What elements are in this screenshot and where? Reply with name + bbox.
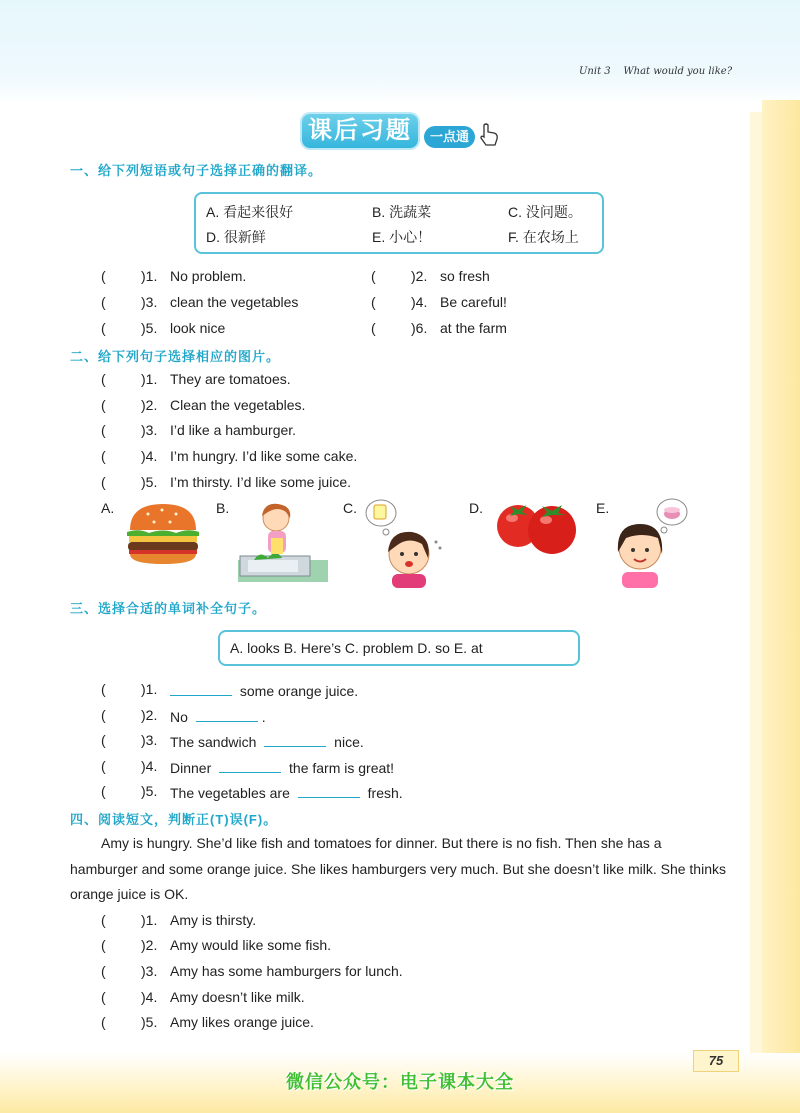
- section2-title: 二、给下列句子选择相应的图片。: [70, 349, 281, 364]
- unit-label: Unit 3: [579, 66, 611, 77]
- picture-label-e: E.: [596, 500, 610, 516]
- answer-paren[interactable]: (: [101, 732, 106, 748]
- running-header: [579, 66, 732, 77]
- option-e: E. 小心！: [372, 229, 432, 245]
- item-number: )2.: [141, 707, 158, 723]
- text-after: .: [261, 709, 266, 725]
- page-number: 75: [693, 1050, 739, 1072]
- item-text: Amy likes orange juice.: [170, 1014, 314, 1030]
- answer-paren[interactable]: (: [101, 422, 106, 438]
- item-text: [170, 707, 266, 725]
- item-number: )4.: [141, 448, 158, 464]
- answer-paren[interactable]: (: [101, 448, 106, 464]
- text-after: the farm is great!: [289, 760, 395, 776]
- item-number: )6.: [411, 320, 428, 336]
- section1-title: 一、给下列短语或句子选择正确的翻译。: [70, 163, 323, 178]
- item-number: )2.: [141, 937, 158, 953]
- answer-paren[interactable]: (: [101, 1014, 106, 1030]
- picture-label-a: A.: [101, 500, 115, 516]
- item-text: [170, 758, 394, 776]
- option-c: C. 没问题。: [508, 204, 582, 220]
- text-before: Dinner: [170, 760, 212, 776]
- text-before: The sandwich: [170, 734, 257, 750]
- section1-options-box: [194, 192, 604, 254]
- top-band: [0, 0, 800, 105]
- fill-blank[interactable]: [170, 681, 232, 696]
- hamburger-picture: [124, 500, 202, 566]
- item-text: I’d like a hamburger.: [170, 422, 297, 438]
- text-after: fresh.: [367, 785, 403, 801]
- section3-options-box: [218, 630, 580, 666]
- text-after: nice.: [334, 734, 364, 750]
- item-text: They are tomatoes.: [170, 371, 291, 387]
- answer-paren[interactable]: (: [101, 320, 106, 336]
- fill-blank[interactable]: [264, 732, 326, 747]
- answer-paren[interactable]: (: [101, 758, 106, 774]
- item-text: I’m thirsty. I’d like some juice.: [170, 474, 352, 490]
- item-text: [170, 732, 364, 750]
- answer-paren[interactable]: (: [101, 783, 106, 799]
- word-options: A. looks B. Here’s C. problem D. so E. at: [230, 640, 483, 656]
- item-number: )2.: [411, 268, 428, 284]
- page-title: [302, 114, 502, 154]
- item-number: )3.: [141, 294, 158, 310]
- answer-paren[interactable]: (: [101, 989, 106, 1005]
- answer-paren[interactable]: (: [371, 268, 376, 284]
- item-number: )1.: [141, 268, 158, 284]
- item-number: )5.: [141, 783, 158, 799]
- item-number: )4.: [411, 294, 428, 310]
- fill-blank[interactable]: [219, 758, 281, 773]
- answer-paren[interactable]: (: [101, 294, 106, 310]
- item-text: Amy is thirsty.: [170, 912, 257, 928]
- item-text: at the farm: [440, 320, 507, 336]
- item-number: )1.: [141, 681, 158, 697]
- item-number: )5.: [141, 320, 158, 336]
- hungry-girl-picture: [612, 496, 694, 588]
- item-number: )3.: [141, 422, 158, 438]
- item-text: look nice: [170, 320, 226, 336]
- item-number: )4.: [141, 989, 158, 1005]
- fill-blank[interactable]: [196, 707, 258, 722]
- item-number: )4.: [141, 758, 158, 774]
- item-number: )1.: [141, 912, 158, 928]
- item-number: )3.: [141, 963, 158, 979]
- item-text: Clean the vegetables.: [170, 397, 306, 413]
- thirsty-girl-picture: [364, 496, 456, 588]
- answer-paren[interactable]: (: [101, 371, 106, 387]
- option-a: A. 看起来很好: [206, 204, 294, 220]
- pointing-hand-icon: [478, 122, 500, 148]
- item-text: [170, 783, 403, 801]
- item-number: )1.: [141, 371, 158, 387]
- option-f: F. 在农场上: [508, 229, 579, 245]
- text-after: some orange juice.: [239, 683, 359, 699]
- item-text: so fresh: [440, 268, 490, 284]
- footer-watermark: 微信公众号：电子课本大全: [286, 1072, 514, 1092]
- answer-paren[interactable]: (: [101, 474, 106, 490]
- item-text: Amy would like some fish.: [170, 937, 332, 953]
- picture-label-d: D.: [469, 500, 483, 516]
- answer-paren[interactable]: (: [101, 912, 106, 928]
- item-text: [170, 681, 358, 699]
- item-number: )5.: [141, 474, 158, 490]
- page-edge-strip: [750, 112, 762, 1113]
- reading-passage: [70, 831, 730, 908]
- item-text: No problem.: [170, 268, 247, 284]
- item-number: )3.: [141, 732, 158, 748]
- answer-paren[interactable]: (: [101, 681, 106, 697]
- section3-title: 三、选择合适的单词补全句子。: [70, 601, 267, 616]
- answer-paren[interactable]: (: [101, 707, 106, 723]
- answer-paren[interactable]: (: [371, 294, 376, 310]
- title-main: 课后习题: [302, 114, 418, 148]
- answer-paren[interactable]: (: [101, 268, 106, 284]
- picture-label-b: B.: [216, 500, 230, 516]
- fill-blank[interactable]: [298, 783, 360, 798]
- option-d: D. 很新鲜: [206, 229, 266, 245]
- item-text: Be careful!: [440, 294, 507, 310]
- item-text: Amy doesn’t like milk.: [170, 989, 305, 1005]
- item-text: I’m hungry. I’d like some cake.: [170, 448, 358, 464]
- item-text: clean the vegetables: [170, 294, 299, 310]
- text-before: The vegetables are: [170, 785, 290, 801]
- tomatoes-picture: [492, 500, 580, 556]
- answer-paren[interactable]: (: [101, 937, 106, 953]
- text-before: No: [170, 709, 188, 725]
- item-text: Amy has some hamburgers for lunch.: [170, 963, 403, 979]
- title-sub: 一点通: [424, 126, 475, 148]
- answer-paren[interactable]: (: [101, 397, 106, 413]
- passage-text: Amy is hungry. She’d like fish and tomatoes for dinner. But there is no fish. Then she has a hamburger and some orange juice. She likes hamburgers very much. But she doesn’t like milk. She thinks orange juice is OK.: [70, 835, 726, 902]
- section4-title: 四、阅读短文，判断正(T)误(F)。: [70, 812, 278, 827]
- picture-label-c: C.: [343, 500, 357, 516]
- option-b: B. 洗蔬菜: [372, 204, 432, 220]
- unit-subtitle: What would you like?: [623, 66, 733, 77]
- page-edge: [762, 100, 800, 1113]
- item-number: )2.: [141, 397, 158, 413]
- item-number: )5.: [141, 1014, 158, 1030]
- answer-paren[interactable]: (: [101, 963, 106, 979]
- answer-paren[interactable]: (: [371, 320, 376, 336]
- girl-washing-vegetables-picture: [238, 498, 328, 582]
